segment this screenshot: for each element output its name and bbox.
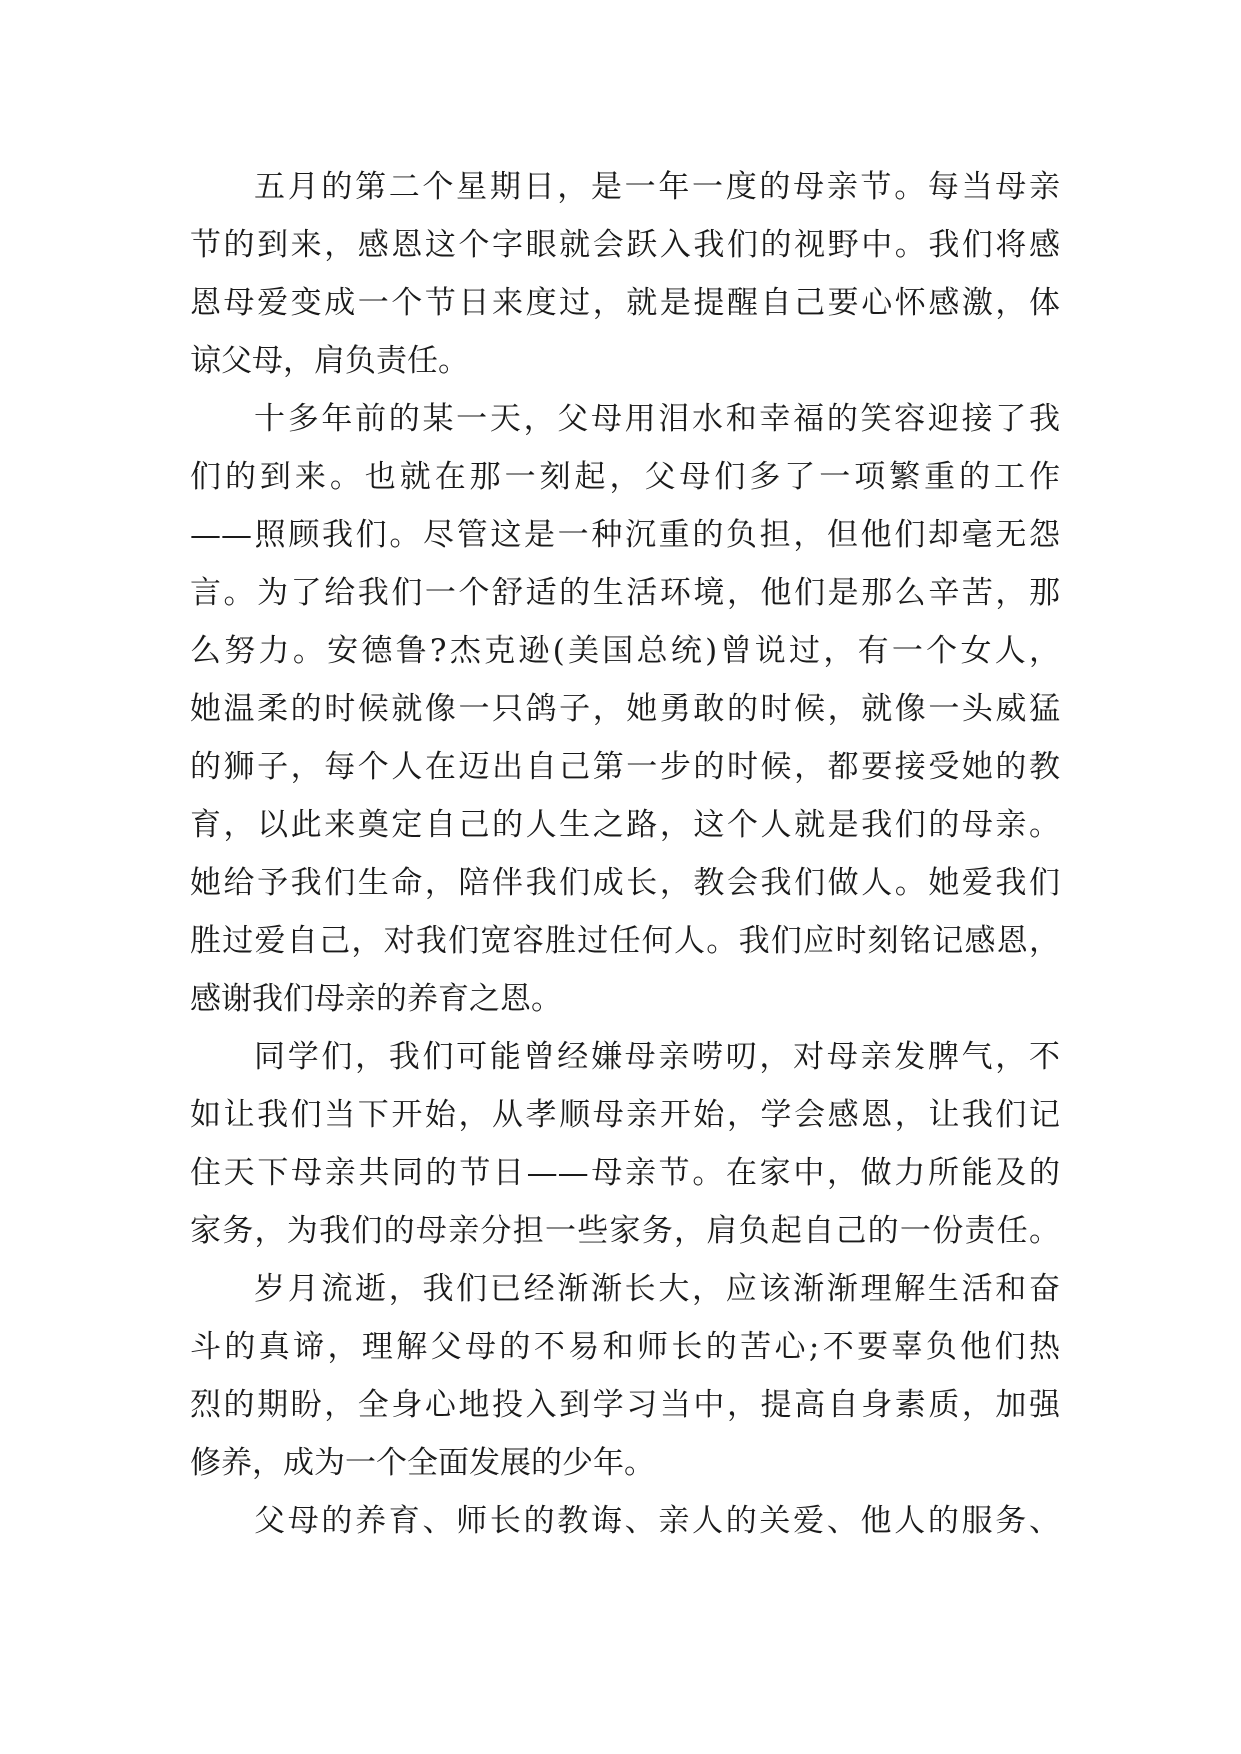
paragraph-2-line-2: 们的到来。也就在那一刻起，父母们多了一项繁重的工作: [190, 459, 1060, 495]
paragraph-5-line-1: 父母的养育、师长的教诲、亲人的关爱、他人的服务、: [254, 1503, 1060, 1539]
body-text: [190, 158, 1060, 1550]
paragraph-2-line-7: 的狮子，每个人在迈出自己第一步的时候，都要接受她的教: [190, 749, 1060, 785]
paragraph-3-line-4: 家务，为我们的母亲分担一些家务，肩负起自己的一份责任。: [190, 1213, 1060, 1249]
paragraph-3-line-3: 住天下母亲共同的节日——母亲节。在家中，做力所能及的: [190, 1155, 1060, 1191]
paragraph-2-line-1: 十多年前的某一天，父母用泪水和幸福的笑容迎接了我: [254, 401, 1060, 437]
paragraph-1-line-2: 节的到来，感恩这个字眼就会跃入我们的视野中。我们将感: [190, 227, 1060, 263]
paragraph-2-line-11: 感谢我们母亲的养育之恩。: [190, 981, 562, 1017]
paragraph-1-line-1: 五月的第二个星期日，是一年一度的母亲节。每当母亲: [254, 169, 1060, 205]
paragraph-2-line-9: 她给予我们生命，陪伴我们成长，教会我们做人。她爱我们: [190, 865, 1060, 901]
paragraph-1-line-3: 恩母爱变成一个节日来度过，就是提醒自己要心怀感激，体: [190, 285, 1060, 321]
paragraph-1-line-4: 谅父母，肩负责任。: [190, 343, 469, 379]
paragraph-4-line-4: 修养，成为一个全面发展的少年。: [190, 1445, 655, 1481]
paragraph-2-line-3: ——照顾我们。尽管这是一种沉重的负担，但他们却毫无怨: [190, 517, 1060, 553]
paragraph-4-line-3: 烈的期盼，全身心地投入到学习当中，提高自身素质，加强: [190, 1387, 1060, 1423]
paragraph-4-line-1: 岁月流逝，我们已经渐渐长大，应该渐渐理解生活和奋: [254, 1271, 1060, 1307]
paragraph-3-line-2: 如让我们当下开始，从孝顺母亲开始，学会感恩，让我们记: [190, 1097, 1060, 1133]
paragraph-2-line-5: 么努力。安德鲁?杰克逊(美国总统)曾说过，有一个女人，: [190, 633, 1060, 669]
paragraph-4-line-2: 斗的真谛，理解父母的不易和师长的苦心;不要辜负他们热: [190, 1329, 1060, 1365]
paragraph-2-line-8: 育，以此来奠定自己的人生之路，这个人就是我们的母亲。: [190, 807, 1060, 843]
paragraph-3-line-1: 同学们，我们可能曾经嫌母亲唠叨，对母亲发脾气，不: [254, 1039, 1060, 1075]
paragraph-2-line-6: 她温柔的时候就像一只鸽子，她勇敢的时候，就像一头威猛: [190, 691, 1060, 727]
paragraph-2-line-4: 言。为了给我们一个舒适的生活环境，他们是那么辛苦，那: [190, 575, 1060, 611]
paragraph-2-line-10: 胜过爱自己，对我们宽容胜过任何人。我们应时刻铭记感恩，: [190, 923, 1060, 959]
